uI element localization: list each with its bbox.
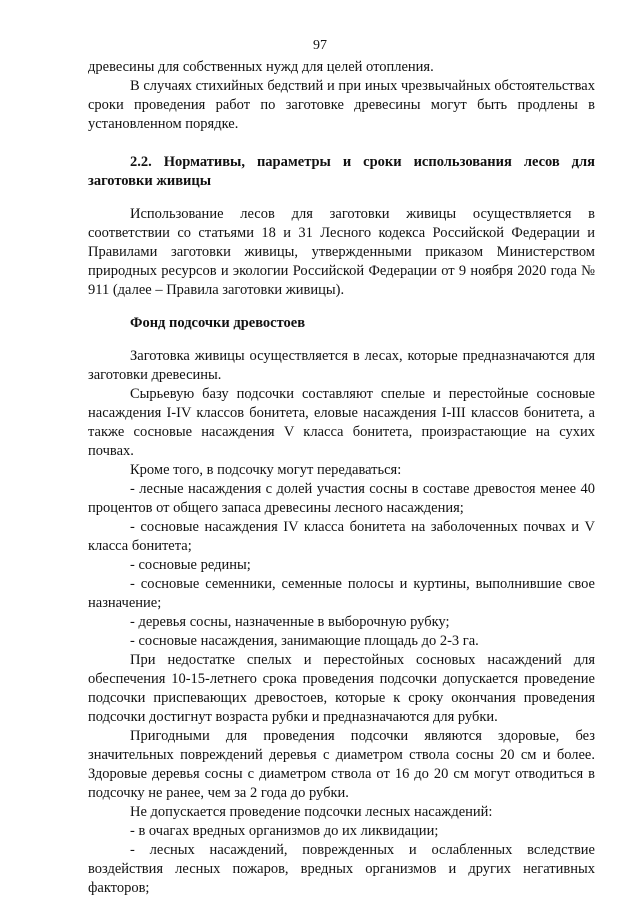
page-number: 97 (313, 38, 327, 53)
list-item: - сосновые редины; (130, 557, 251, 573)
paragraph: Заготовка живицы осуществляется в лесах, которые предназначаются для заготовки древесины. (88, 348, 595, 383)
paragraph: Использование лесов для заготовки живицы осуществляется в соответствии со статьями 18 и 31 Лесного кодекса Российской Федерации и Правилами заготовки живицы, утвержденными приказом Министерством природных ресурсов и экологии Российской Федерации от 9 ноября 2020 года № 911 (далее – Правила заготовки живицы). (88, 206, 595, 298)
list-item: - сосновые семенники, семенные полосы и куртины, выполнившие свое назначение; (88, 576, 595, 611)
list-item: - сосновые насаждения, занимающие площадь до 2-3 га. (130, 633, 479, 649)
section-heading: Фонд подсочки древостоев (130, 315, 306, 331)
paragraph: В случаях стихийных бедствий и при иных чрезвычайных обстоятельствах сроки проведения работ по заготовке древесины могут быть продлены в установленном порядке. (88, 78, 595, 132)
list-item: - лесные насаждения с долей участия сосны в составе древостоя менее 40 процентов от общего запаса древесины лесного насаждения; (88, 481, 595, 516)
list-item: - сосновые насаждения IV класса бонитета на заболоченных почвах и V класса бонитета; (88, 519, 595, 554)
paragraph: При недостатке спелых и перестойных сосновых насаждений для обеспечения 10-15-летнего срока проведения подсочки допускается проведение подсочки приспевающих древостоев, которые к сроку окончания проведения подсочки достигнут возраста рубки и предназначаются для рубки. (88, 652, 595, 725)
paragraph: Пригодными для проведения подсочки являются здоровые, без значительных повреждений деревья с диаметром ствола сосны 20 см и более. Здоровые деревья сосны с диаметром ствола от 16 до 20 см могут отводиться в подсочку не ранее, чем за 2 года до рубки. (88, 728, 595, 801)
list-item: - в очагах вредных организмов до их ликвидации; (130, 823, 439, 839)
list-item: - лесных насаждений, поврежденных и ослабленных вследствие воздействия лесных пожаров, вредных организмов и других негативных факторов; (88, 842, 595, 896)
document-body (88, 58, 595, 898)
paragraph: Кроме того, в подсочку могут передаваться: (130, 462, 402, 478)
section-heading: 2.2. Нормативы, параметры и сроки использования лесов для заготовки живицы (88, 154, 595, 189)
list-item: - деревья сосны, назначенные в выборочную рубку; (130, 614, 450, 630)
paragraph: древесины для собственных нужд для целей отопления. (88, 59, 434, 75)
paragraph: Сырьевую базу подсочки составляют спелые и перестойные сосновые насаждения I-IV классов бонитета, еловые насаждения I-III классов бонитета, а также сосновые насаждения V класса бонитета, произрастающие на сухих почвах. (88, 386, 595, 459)
paragraph: Не допускается проведение подсочки лесных насаждений: (130, 804, 493, 820)
